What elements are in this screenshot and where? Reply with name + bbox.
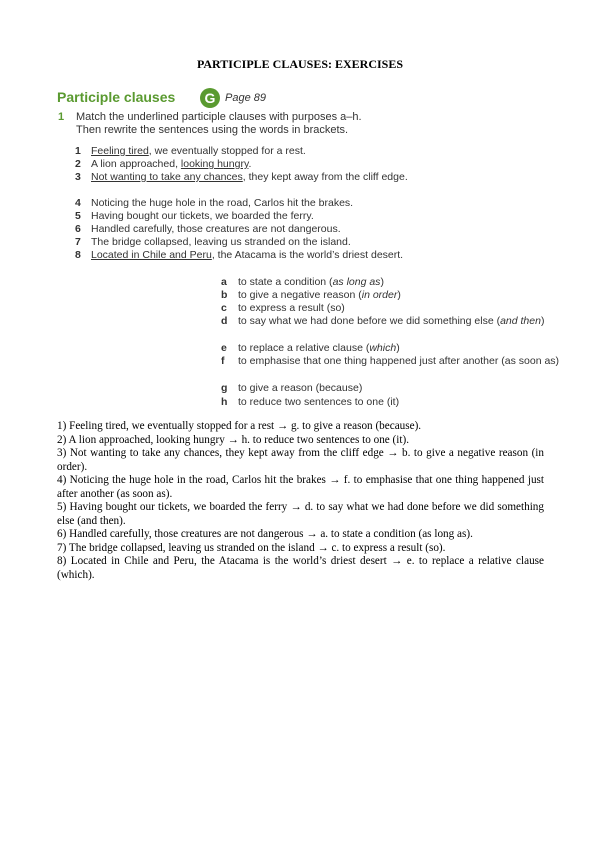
purpose-text: ) <box>396 342 400 354</box>
underlined-clause: looking hungry <box>180 158 249 170</box>
purpose-text: to emphasise that one thing happened just after another (as soon as) <box>238 355 560 367</box>
grammar-badge-icon: G <box>200 88 220 108</box>
sentence-number: 4 <box>75 197 81 209</box>
purpose-text: to give a negative reason ( <box>238 289 362 301</box>
sentence-number: 1 <box>75 145 81 157</box>
sentence-text: The bridge collapsed, leaving us stranded on the island. <box>91 236 351 248</box>
instruction-line-2: Then rewrite the sentences using the words in brackets. <box>76 124 349 136</box>
purpose-text: to reduce two sentences to one (it) <box>238 396 400 408</box>
purpose-text: to state a condition ( <box>238 276 333 288</box>
purpose-em: as long as <box>332 276 381 288</box>
sentence-number: 3 <box>75 171 81 183</box>
sentence-text: , we eventually stopped for a rest. <box>148 145 306 157</box>
purpose-letter: d <box>221 315 228 327</box>
answer-line: 7) The bridge collapsed, leaving us stranded on the island → c. to express a result (so). <box>57 541 446 554</box>
instruction-line-1: Match the underlined participle clauses with purposes a–h. <box>76 111 362 123</box>
page-reference: Page 89 <box>225 92 266 104</box>
purpose-text: ) <box>380 276 384 288</box>
underlined-clause: Feeling tired <box>91 145 149 157</box>
purpose-letter: h <box>221 396 228 408</box>
sentence-number: 8 <box>75 249 81 261</box>
purpose-letter: a <box>221 276 227 288</box>
exercise-number: 1 <box>58 111 65 123</box>
sentence-number: 2 <box>75 158 81 170</box>
sentence-text: , they kept away from the cliff edge. <box>242 171 408 183</box>
answer-line: 3) Not wanting to take any chances, they kept away from the cliff edge → b. to give a negative reason (in order). <box>57 447 544 473</box>
answer-line: 6) Handled carefully, those creatures are not dangerous → a. to state a condition (as long as). <box>57 528 473 540</box>
underlined-clause: Not wanting to take any chances <box>91 171 243 183</box>
purpose-text: ) <box>540 315 545 327</box>
purpose-letter: c <box>221 302 227 314</box>
answer-line: 1) Feeling tired, we eventually stopped for a rest → g. to give a reason (because). <box>57 420 422 432</box>
answer-line: 2) A lion approached, looking hungry → h. to reduce two sentences to one (it). <box>57 433 410 446</box>
underlined-clause: Located in Chile and Peru <box>91 249 212 261</box>
sentence-number: 5 <box>75 210 81 222</box>
purpose-text: to replace a relative clause ( <box>238 342 370 354</box>
purpose-letter: f <box>221 355 225 367</box>
answers-block <box>57 420 544 582</box>
sentence-text: Having bought our tickets, we boarded the ferry. <box>91 210 314 222</box>
sentence-text: Handled carefully, those creatures are not dangerous. <box>91 223 341 235</box>
purpose-em: and then <box>500 315 541 327</box>
answer-line: 5) Having bought our tickets, we boarded the ferry → d. to say what we had done before we did something else (and then). <box>57 501 544 527</box>
sentence-number: 6 <box>75 223 81 235</box>
sentence-text: . <box>248 158 252 170</box>
answer-line: 8) Located in Chile and Peru, the Atacama is the world’s driest desert → e. to replace a relative clause (which). <box>57 555 544 581</box>
sentence-number: 7 <box>75 236 81 248</box>
purpose-text: to give a reason (because) <box>238 382 363 394</box>
purpose-em: in order <box>361 289 398 301</box>
sentence-text: A lion approached, <box>91 158 181 170</box>
purpose-em: which <box>369 342 397 354</box>
page-title: PARTICIPLE CLAUSES: EXERCISES <box>196 57 404 71</box>
purpose-text: to express a result (so) <box>238 302 345 314</box>
sentence-text: , the Atacama is the world’s driest desert. <box>211 249 404 261</box>
purpose-text: ) <box>397 289 401 301</box>
answer-line: 4) Noticing the huge hole in the road, Carlos hit the brakes → f. to emphasise that one thing happened just after another (as soon as). <box>57 474 544 500</box>
purpose-letter: e <box>221 342 227 354</box>
sentence-text: Noticing the huge hole in the road, Carlos hit the brakes. <box>91 197 354 209</box>
section-title: Participle clauses <box>57 89 176 105</box>
purpose-letter: g <box>221 382 228 394</box>
purpose-letter: b <box>221 289 228 301</box>
purpose-text: to say what we had done before we did something else ( <box>238 315 501 327</box>
